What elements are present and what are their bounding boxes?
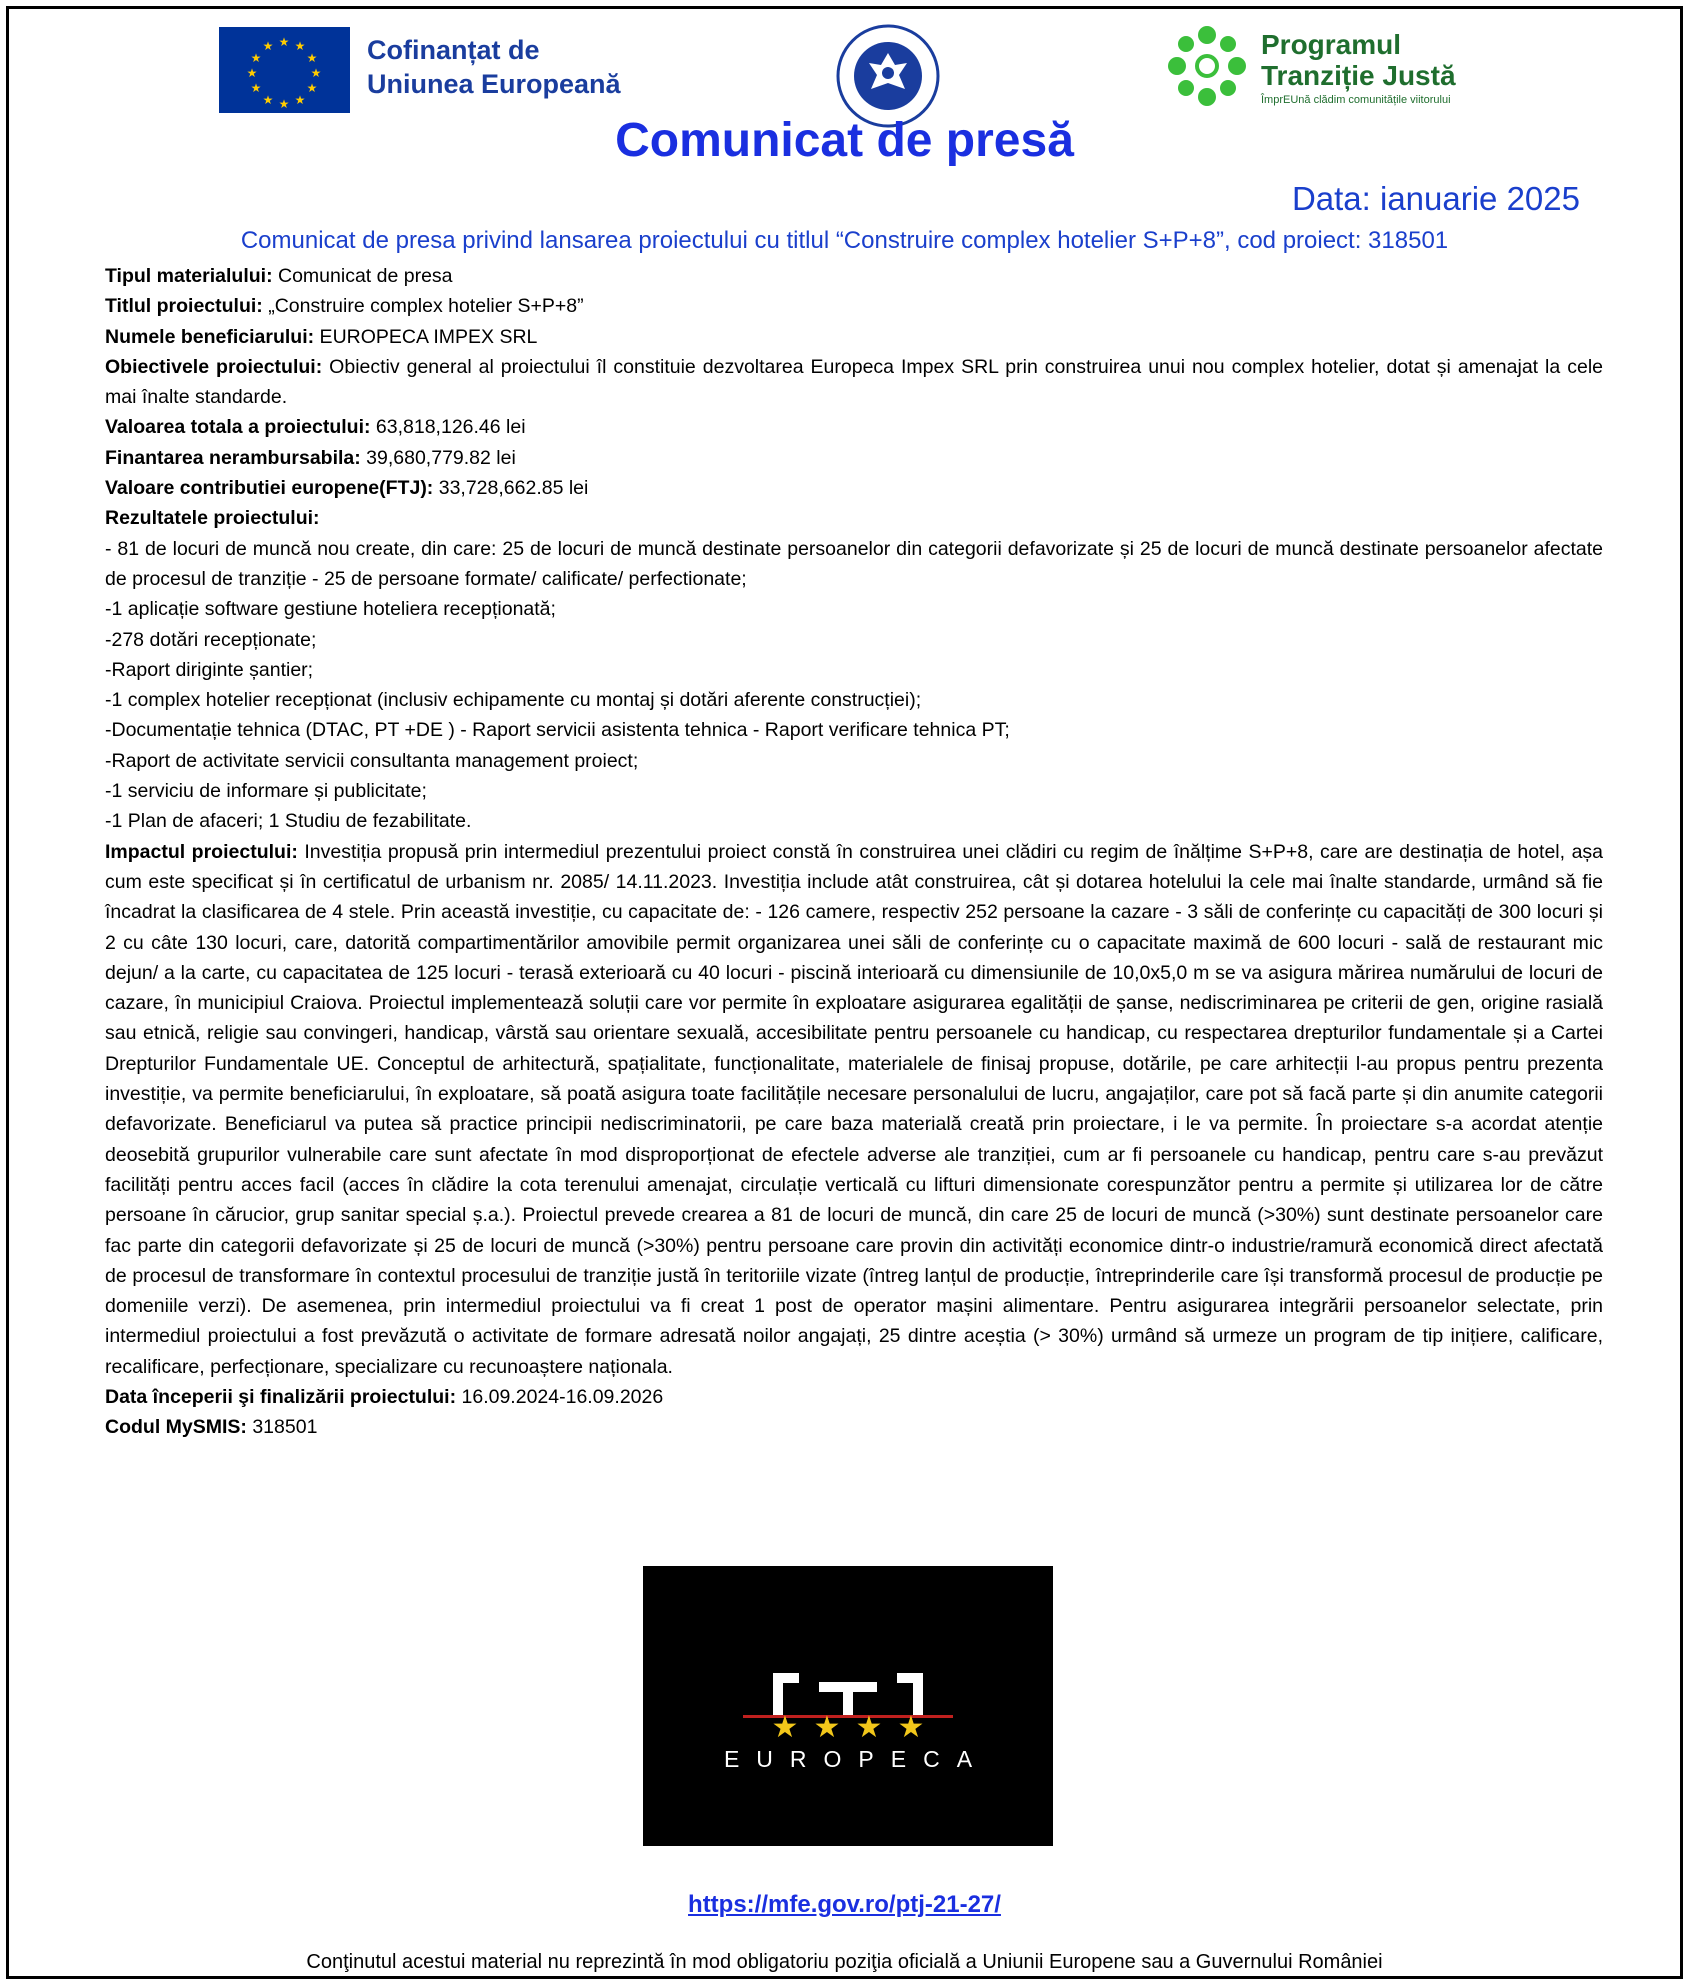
svg-text:★: ★ xyxy=(771,1710,799,1745)
ptj-tagline: ÎmprEUnă clădim comunitățile viitorului xyxy=(1261,94,1451,106)
svg-text:★: ★ xyxy=(250,51,262,65)
press-release-page xyxy=(6,6,1683,1979)
eu-flag-icon xyxy=(219,27,350,113)
page-title: Comunicat de presă xyxy=(615,114,1074,167)
svg-text:★: ★ xyxy=(306,81,318,95)
eu-cofinanced-text xyxy=(367,33,621,101)
svg-text:★: ★ xyxy=(250,81,262,95)
svg-text:★: ★ xyxy=(294,39,306,53)
europeca-logo xyxy=(643,1566,1053,1846)
rezultat-item: -278 dotări recepționate; xyxy=(105,628,317,651)
rezultat-item: -Raport diriginte șantier; xyxy=(105,658,314,681)
svg-text:★: ★ xyxy=(306,51,318,65)
field-valoare: Valoarea totala a proiectului: 63,818,126.46 lei xyxy=(105,416,526,439)
field-tip: Tipul materialului: Comunicat de presa xyxy=(105,265,453,287)
svg-text:★: ★ xyxy=(294,93,306,107)
svg-text:★: ★ xyxy=(262,39,274,53)
field-obiective: Obiectivele proiectului: Obiectiv general al proiectului îl constituie dezvoltarea Europeca Impex SRL prin construirea unui nou complex hotelier, dotat și amenajat la cele mai înalte standarde. xyxy=(105,355,1603,409)
field-ftj: Valoare contributiei europene(FTJ): 33,728,662.85 lei xyxy=(105,477,589,500)
field-titlu: Titlul proiectului: „Construire complex hotelier S+P+8” xyxy=(105,295,584,318)
rezultat-item: -1 complex hotelier recepționat (inclusiv echipamente cu montaj și dotări aferente construcției); xyxy=(105,689,922,712)
svg-text:★: ★ xyxy=(855,1710,883,1745)
field-impact: Impactul proiectului: Investiția propusă prin intermediul prezentului proiect constă în construirea unei clădiri cu regim de înălțime S+P+8, care are destinația de hotel, așa cum este specificat și în certificatul de urbanism nr. 2085/ 14.11.2023. Investiția include atât construirea, cât și dotarea hotelului la cele mai înalte standarde, urmând să fie încadrat la clasificarea de 4 stele. Prin această investiție, cu capacitate de: - 126 camere, respectiv 252 persoane la cazare - 3 săli de conferințe cu capacități de 300 locuri și 2 cu câte 130 locuri, care, datorită compartimentărilor amovibile permit organizarea unei săli de conferințe cu o capacitate maximă de 600 locuri - sală de restaurant mic dejun/ a la carte, cu capacitatea de 125 locuri - terasă exterioară cu 40 locuri - piscină interioară cu dimensiunile de 10,0x5,0 m se va asigura mărirea numărului de locuri de cazare, în municipiul Craiova. Proiectul implementează soluții care vor permite în exploatare asigurarea egalității de șanse, nediscriminarea pe criterii de gen, origine rasială sau etnică, religie sau convingeri, handicap, vârstă sau orientare sexuală, accesibilitate pentru persoanele cu handicap, cu respectarea drepturilor fundamentale și a Cartei Drepturilor Fundamentale UE. Conceptul de arhitectură, spațialitate, funcționalitate, materialele de finisaj propuse, dotările, pe care arhitecții l-au propus pentru prezenta investiție, va permite beneficiarului, în exploatare, să poată asigura toate facilitățile necesare personalului de lucru, angajaților, care pot să facă parte și din anumite categorii defavorizate. Beneficiarul va putea să practice principii nediscriminatorii, pe care baza materială creată prin proiectare, i le va permite. În proiectare s-a acordat atenție deosebită grupurilor vulnerabile care sunt afectate în mod disproporționat de efectele adverse ale tranziției, cum ar fi persoanele cu handicap, pentru care s-au prevăzut facilități pentru acces facil (acces în clădire la cota terenului amenajat, circulație verticală cu lifturi dimensionate corespunzător pentru a permite și utilizarea lor de către persoane în cărucior, grup sanitar special ș.a.). Proiectul prevede crearea a 81 de locuri de muncă, din care 25 de locuri de muncă (>30%) sunt destinate persoanelor care fac parte din categorii defavorizate și 25 de locuri de muncă (>30%) pentru persoane care provin din activități economice dintr-o industrie/ramură economică direct afectată de procesul de transformare în contextul procesului de tranziție justă în teritoriile vizate (întreg lanțul de producție, întreprinderile care își transformă procesul de producție pe domeniile verzi). De asemenea, prin intermediul proiectului va fi creat 1 post de operator mașini alimentare. Pentru asigurarea integrării persoanelor selectate, prin intermediul proiectului a fost prevăzută o activitate de formare adresată noilor angajați, 25 dintre aceștia (> 30%) urmând să urmeze un program de tip inițiere, calificare, recalificare, perfecționare, specializare cu recunoaștere naționala. xyxy=(105,840,1604,1378)
disclaimer: Conţinutul acestui material nu reprezintă în mod obligatoriu poziţia oficială a Uniunii Europene sau a Guvernului României xyxy=(306,1951,1383,1973)
ptj-flower-icon xyxy=(1165,23,1249,109)
program-link[interactable]: https://mfe.gov.ro/ptj-21-27/ xyxy=(688,1891,1001,1918)
field-data: Data începerii şi finalizării proiectului: 16.09.2024-16.09.2026 xyxy=(105,1385,664,1408)
release-body xyxy=(105,261,1603,1443)
rezultat-item: -Raport de activitate servicii consultanta management proiect; xyxy=(105,749,639,772)
europeca-wordmark: EUROPECA xyxy=(723,1746,990,1772)
svg-text:★: ★ xyxy=(278,97,290,111)
svg-text:★: ★ xyxy=(262,93,274,107)
release-date: Data: ianuarie 2025 xyxy=(1291,180,1580,217)
rezultat-item: -1 aplicație software gestiune hoteliera recepționată; xyxy=(105,598,556,621)
svg-text:★: ★ xyxy=(813,1710,841,1745)
release-subtitle: Comunicat de presa privind lansarea proiectului cu titlul “Construire complex hotelier S+P+8”, cod proiect: 318501 xyxy=(240,227,1449,254)
rezultat-item: -Documentație tehnica (DTAC, PT +DE ) - Raport servicii asistenta tehnica - Raport verificare tehnica PT; xyxy=(105,719,1010,742)
svg-text:★: ★ xyxy=(310,66,322,80)
ptj-line2: Tranziție Justă xyxy=(1261,60,1456,91)
field-finantare: Finantarea nerambursabila: 39,680,779.82 lei xyxy=(105,446,516,469)
rezultat-item: -1 Plan de afaceri; 1 Studiu de fezabilitate. xyxy=(105,810,472,833)
ptj-program-name xyxy=(1261,29,1456,91)
ptj-line1: Programul xyxy=(1261,29,1402,60)
field-rezultate: Rezultatele proiectului: xyxy=(105,507,320,530)
field-beneficiar: Numele beneficiarului: EUROPECA IMPEX SRL xyxy=(105,325,538,348)
header-logos xyxy=(9,23,1680,113)
eu-text-line2: Uniunea Europeană xyxy=(367,69,621,99)
svg-text:★: ★ xyxy=(278,35,290,49)
rezultat-item: -1 serviciu de informare și publicitate; xyxy=(105,780,427,803)
svg-text:★: ★ xyxy=(897,1710,925,1745)
rezultat-item: - 81 de locuri de muncă nou create, din care: 25 de locuri de muncă destinate persoanelor din categorii defavorizate și 25 de locuri de muncă destinate persoanelor afectate de procesul de tranziție - 25 de persoane formate/ calificate/ perfectionate; xyxy=(105,537,1603,590)
svg-text:★: ★ xyxy=(246,66,258,80)
eu-text-line1: Cofinanțat de xyxy=(367,35,540,65)
field-cod: Codul MySMIS: 318501 xyxy=(105,1416,318,1439)
